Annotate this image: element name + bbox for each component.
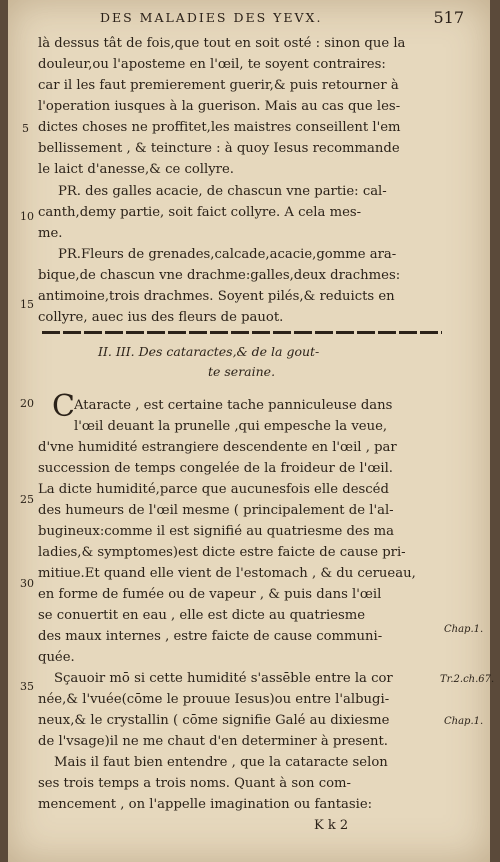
running-title: DES MALADIES DES YEVX. [100, 10, 323, 25]
text-line: l'œil deuant la prunelle ,qui empesche la veue, [74, 419, 388, 434]
text-line: bugineux:comme il est signifié au quatriesme des ma [38, 524, 395, 539]
text-line: là dessus tât de fois,que tout en soit osté : sinon que la [38, 36, 406, 51]
text-line: dictes choses ne proffitet,les maistres conseillent l'em [38, 120, 401, 135]
section-divider [42, 331, 442, 334]
text-line: mencement , on l'appelle imagination ou fantasie: [38, 797, 373, 812]
line-number: 15 [20, 298, 34, 311]
text-line: de l'vsage)il ne me chaut d'en determiner à present. [38, 734, 388, 749]
text-line: collyre, auec ius des fleurs de pauot. [38, 310, 284, 325]
text-line: douleur,ou l'aposteme en l'œil, te soyent contraires: [38, 57, 386, 72]
margin-note: Chap.1. [444, 716, 484, 727]
text-line: en forme de fumée ou de vapeur , & puis dans l'œil [38, 587, 382, 602]
text-line: des maux internes , estre faicte de cause communi- [38, 629, 383, 644]
text-line: bellissement , & teincture : à quoy Iesus recommande [38, 141, 400, 156]
text-line: Sçauoir mō si cette humidité s'assēble entre la cor [54, 671, 393, 686]
text-line: me. [38, 226, 63, 241]
text-line: se conuertit en eau , elle est dicte au quatriesme [38, 608, 366, 623]
text-line: PR. des galles acacie, de chascun vne partie: cal- [58, 184, 387, 199]
text-line: car il les faut premierement guerir,& puis retourner à [38, 78, 399, 93]
text-line: Ataracte , est certaine tache panniculeuse dans [74, 398, 393, 413]
margin-note: Chap.1. [444, 624, 484, 635]
text-line: La dicte humidité,parce que aucunesfois elle descéd [38, 482, 389, 497]
text-line: ses trois temps a trois noms. Quant à son com- [38, 776, 352, 791]
line-number: 20 [20, 397, 34, 410]
page-header [8, 8, 490, 30]
text-line: des humeurs de l'œil mesme ( principalement de l'al- [38, 503, 394, 518]
text-line: l'operation iusques à la guerison. Mais au cas que les- [38, 99, 401, 114]
text-line: canth,demy partie, soit faict collyre. A cela mes- [38, 205, 362, 220]
text-line: ladies,& symptomes)est dicte estre faicte de cause pri- [38, 545, 406, 560]
text-line: Mais il faut bien entendre , que la cataracte selon [54, 755, 388, 770]
text-line: bique,de chascun vne drachme:galles,deux drachmes: [38, 268, 401, 283]
line-number: 5 [22, 122, 29, 135]
text-line: le laict d'anesse,& ce collyre. [38, 162, 234, 177]
line-number: 10 [20, 210, 34, 223]
text-line: succession de temps congelée de la froideur de l'œil. [38, 461, 393, 476]
line-number: 25 [20, 493, 34, 506]
text-line: PR.Fleurs de grenades,calcade,acacie,gomme ara- [58, 247, 397, 262]
text-line: mitiue.Et quand elle vient de l'estomach , & du cerueau, [38, 566, 416, 581]
book-page [8, 0, 495, 862]
text-line: quée. [38, 650, 75, 665]
line-number: 35 [20, 680, 34, 693]
text-line: neux,& le crystallin ( cōme signifie Galé au dixiesme [38, 713, 390, 728]
line-number: 30 [20, 577, 34, 590]
margin-note: Tr.2.ch.67. [440, 674, 495, 685]
text-line: née,& l'vuée(cōme le prouue Iesus)ou entre l'albugi- [38, 692, 390, 707]
page-number: 517 [433, 8, 464, 27]
text-line: d'vne humidité estrangiere descendente en l'œil , par [38, 440, 397, 455]
text-line: antimoine,trois drachmes. Soyent pilés,& reduicts en [38, 289, 395, 304]
drop-cap: C [52, 389, 75, 424]
section-heading: te seraine. [208, 364, 276, 379]
catchword: K k 2 [314, 818, 349, 833]
section-heading: II. III. Des cataractes,& de la gout- [98, 344, 320, 359]
